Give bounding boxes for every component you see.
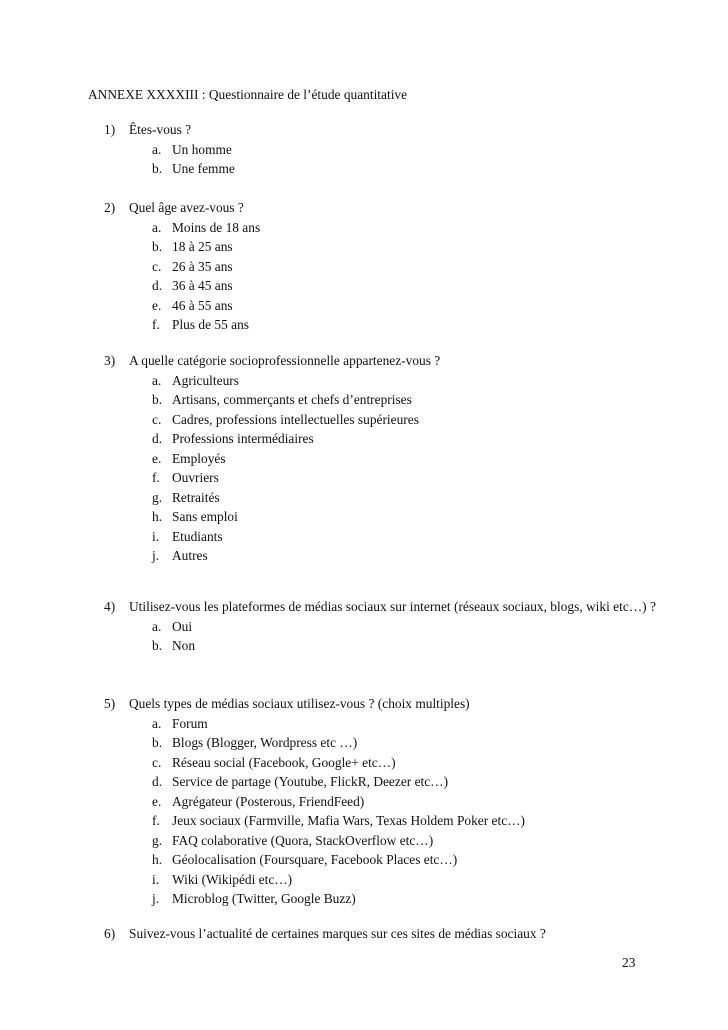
- option-item: [104, 276, 664, 296]
- option-letter: d.: [152, 278, 163, 293]
- option-item: [104, 714, 664, 734]
- option-text: Microblog (Twitter, Google Buzz): [172, 891, 356, 906]
- question-number: 3): [104, 353, 116, 368]
- option-text: 46 à 55 ans: [172, 297, 233, 313]
- question-4: [104, 597, 664, 656]
- option-item: [104, 636, 664, 656]
- option-item: [104, 296, 664, 316]
- option-list: [104, 714, 664, 909]
- option-item: [104, 218, 664, 238]
- option-letter: h.: [152, 509, 163, 524]
- option-item: [104, 410, 664, 430]
- option-letter: g.: [152, 489, 163, 505]
- option-text: Agriculteurs: [172, 372, 239, 388]
- option-item: [104, 527, 664, 547]
- option-letter: a.: [152, 219, 162, 235]
- option-item: [104, 617, 664, 637]
- option-text: Un homme: [172, 141, 232, 157]
- question-header: [104, 351, 664, 371]
- option-letter: a.: [152, 141, 162, 157]
- option-letter: f.: [152, 470, 160, 485]
- question-text: Quels types de médias sociaux utilisez-vous ? (choix multiples): [129, 696, 470, 711]
- option-letter: j.: [152, 548, 160, 563]
- question-header: [104, 924, 664, 944]
- option-text: Autres: [172, 548, 208, 563]
- question-number: 4): [104, 599, 116, 614]
- question-1: [104, 120, 664, 179]
- option-item: [104, 546, 664, 566]
- option-item: [104, 159, 664, 179]
- option-letter: a.: [152, 618, 162, 634]
- question-5: [104, 694, 664, 909]
- question-header: [104, 597, 664, 617]
- option-letter: a.: [152, 372, 162, 388]
- option-list: [104, 617, 664, 656]
- option-text: Service de partage (Youtube, FlickR, Deezer etc…): [172, 774, 449, 789]
- question-number: 5): [104, 696, 116, 711]
- option-item: [104, 850, 664, 870]
- option-item: [104, 811, 664, 831]
- option-item: [104, 507, 664, 527]
- option-letter: b.: [152, 239, 163, 254]
- option-list: [104, 140, 664, 179]
- question-text: Quel âge avez-vous ?: [129, 200, 244, 215]
- question-number: 2): [104, 200, 116, 215]
- option-list: [104, 218, 664, 335]
- page-number: 23: [622, 955, 636, 970]
- question-text: Utilisez-vous les plateformes de médias sociaux sur internet (réseaux sociaux, blogs, wiki etc…) ?: [129, 599, 656, 614]
- option-item: [104, 315, 664, 335]
- option-text: Géolocalisation (Foursquare, Facebook Places etc…): [172, 852, 458, 867]
- option-text: Artisans, commerçants et chefs d’entreprises: [172, 392, 412, 407]
- option-text: Non: [172, 638, 196, 653]
- option-item: [104, 429, 664, 449]
- option-letter: a.: [152, 715, 162, 731]
- option-letter: h.: [152, 852, 163, 867]
- option-text: Agrégateur (Posterous, FriendFeed): [172, 793, 365, 809]
- option-item: [104, 468, 664, 488]
- option-letter: c.: [152, 411, 162, 427]
- option-text: Employés: [172, 450, 226, 466]
- option-letter: d.: [152, 431, 163, 446]
- option-item: [104, 772, 664, 792]
- option-text: Ouvriers: [172, 470, 219, 485]
- option-letter: b.: [152, 161, 163, 176]
- option-item: [104, 831, 664, 851]
- question-6: [104, 924, 664, 944]
- option-text: FAQ colaborative (Quora, StackOverflow etc…): [172, 832, 434, 848]
- option-text: Sans emploi: [172, 509, 238, 524]
- option-text: Forum: [172, 715, 208, 731]
- option-letter: b.: [152, 392, 163, 407]
- question-2: [104, 198, 664, 335]
- option-item: [104, 257, 664, 277]
- option-item: [104, 390, 664, 410]
- option-text: Oui: [172, 618, 193, 634]
- option-letter: d.: [152, 774, 163, 789]
- option-text: Wiki (Wikipédi etc…): [172, 871, 293, 887]
- option-text: Plus de 55 ans: [172, 317, 249, 332]
- option-text: Etudiants: [172, 528, 223, 544]
- option-text: 26 à 35 ans: [172, 258, 233, 274]
- option-text: Retraités: [172, 489, 220, 505]
- option-letter: f.: [152, 813, 160, 828]
- option-item: [104, 792, 664, 812]
- option-text: Professions intermédiaires: [172, 431, 314, 446]
- option-item: [104, 870, 664, 890]
- option-text: Réseau social (Facebook, Google+ etc…): [172, 754, 396, 770]
- option-letter: e.: [152, 297, 162, 313]
- option-list: [104, 371, 664, 566]
- option-item: [104, 371, 664, 391]
- option-text: 36 à 45 ans: [172, 278, 233, 293]
- question-number: 1): [104, 122, 116, 137]
- question-header: [104, 120, 664, 140]
- option-item: [104, 889, 664, 909]
- option-text: Jeux sociaux (Farmville, Mafia Wars, Texas Holdem Poker etc…): [172, 813, 525, 828]
- option-item: [104, 140, 664, 160]
- option-letter: b.: [152, 735, 163, 750]
- question-text: Suivez-vous l’actualité de certaines marques sur ces sites de médias sociaux ?: [129, 926, 546, 941]
- question-header: [104, 694, 664, 714]
- option-text: Une femme: [172, 161, 235, 176]
- option-letter: i.: [152, 528, 160, 544]
- option-letter: e.: [152, 793, 162, 809]
- option-letter: j.: [152, 891, 160, 906]
- option-item: [104, 753, 664, 773]
- question-number: 6): [104, 926, 116, 941]
- option-text: Moins de 18 ans: [172, 219, 261, 235]
- option-text: 18 à 25 ans: [172, 239, 233, 254]
- page-title: ANNEXE XXXXIII : Questionnaire de l’étude quantitative: [88, 87, 408, 102]
- option-letter: f.: [152, 317, 160, 332]
- option-item: [104, 733, 664, 753]
- option-letter: b.: [152, 638, 163, 653]
- option-item: [104, 237, 664, 257]
- option-letter: c.: [152, 258, 162, 274]
- option-letter: c.: [152, 754, 162, 770]
- option-letter: g.: [152, 832, 163, 848]
- option-text: Cadres, professions intellectuelles supérieures: [172, 411, 419, 427]
- option-letter: i.: [152, 871, 160, 887]
- option-text: Blogs (Blogger, Wordpress etc …): [172, 735, 358, 750]
- option-letter: e.: [152, 450, 162, 466]
- question-3: [104, 351, 664, 566]
- question-text: A quelle catégorie socioprofessionnelle appartenez-vous ?: [129, 353, 441, 368]
- option-item: [104, 488, 664, 508]
- question-text: Êtes-vous ?: [129, 122, 192, 137]
- option-item: [104, 449, 664, 469]
- question-header: [104, 198, 664, 218]
